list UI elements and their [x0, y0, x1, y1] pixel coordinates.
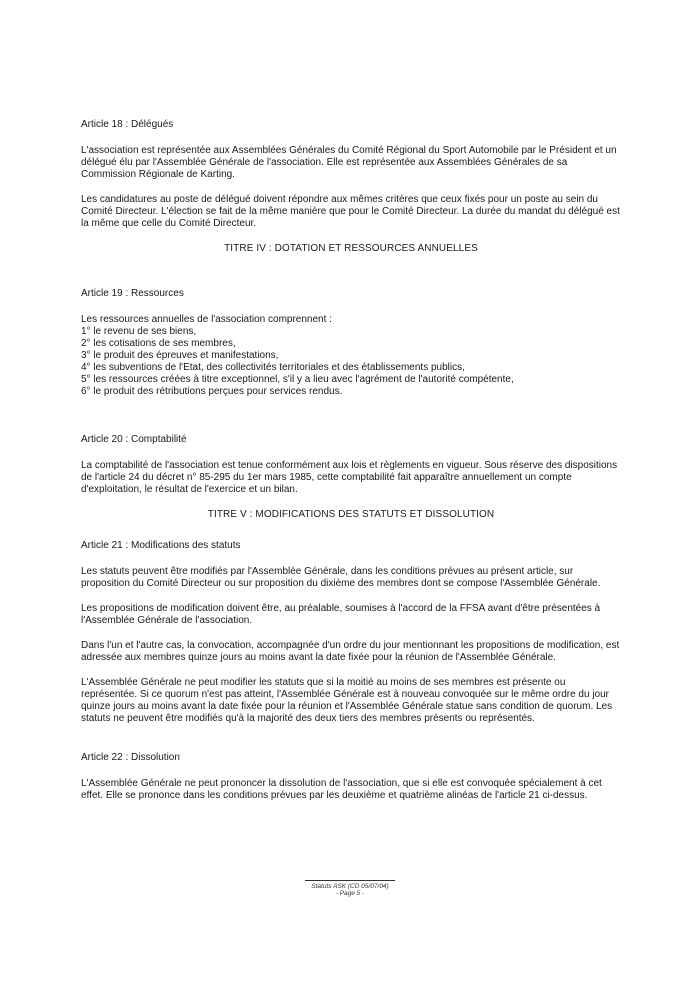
article-22	[81, 752, 621, 802]
article-18-heading: Article 18 : Délégués	[81, 119, 174, 130]
section-spacer	[81, 738, 621, 752]
article-19-heading: Article 19 : Ressources	[81, 288, 184, 299]
list-item: 5° les ressources créées à titre exceptionnel, s'il y a lieu avec l'agrément de l'autorité compétente,	[81, 374, 514, 385]
article-19	[81, 288, 621, 398]
list-item: 2° les cotisations de ses membres,	[81, 338, 236, 349]
article-21-paragraph-2: Les propositions de modification doivent être, au préalable, soumises à l'accord de la FFSA avant d'être présentées à l'Assemblée Générale de l'association.	[81, 603, 601, 626]
list-item: 6° le produit des rétributions perçues pour services rendus.	[81, 386, 343, 397]
resources-list	[81, 326, 621, 398]
list-item: 1° le revenu de ses biens,	[81, 326, 197, 337]
article-20	[81, 434, 621, 496]
document-body	[81, 119, 621, 815]
article-21-paragraph-1: Les statuts peuvent être modifiés par l'Assemblée Générale, dans les conditions prévues au présent article, sur proposition du Comité Directeur ou sur proposition du dixième des membres dont se compose l'Assemblée Générale.	[81, 566, 601, 589]
footer-page-number: - Page 5 -	[335, 890, 365, 897]
article-18	[81, 119, 621, 230]
section-spacer	[81, 411, 621, 434]
article-21-heading: Article 21 : Modifications des statuts	[81, 540, 241, 551]
article-21-paragraph-3: Dans l'un et l'autre cas, la convocation, accompagnée d'un ordre du jour mentionnant les propositions de modification, est adressée aux membres quinze jours au moins avant la date fixée pour la réunion de l'Assemblée Générale.	[81, 640, 620, 663]
article-22-heading: Article 22 : Dissolution	[81, 752, 180, 763]
page-footer	[305, 880, 395, 897]
article-18-paragraph-2: Les candidatures au poste de délégué doivent répondre aux mêmes critères que ceux fixés pour un poste au sein du Comité Directeur. L'élection se fait de la même manière que pour le Comité Directeur. La durée du mandat du délégué est la même que celle du Comité Directeur.	[81, 194, 620, 229]
titre-v-heading: TITRE V : MODIFICATIONS DES STATUTS ET DISSOLUTION	[207, 509, 495, 520]
titre-iv-heading: TITRE IV : DOTATION ET RESSOURCES ANNUELLES	[224, 243, 478, 254]
article-20-heading: Article 20 : Comptabilité	[81, 434, 187, 445]
article-19-intro: Les ressources annuelles de l'association comprennent :	[81, 314, 332, 325]
article-21	[81, 540, 621, 725]
article-20-paragraph-1: La comptabilité de l'association est tenue conformément aux lois et règlements en vigueur. Sous réserve des dispositions de l'article 24 du décret n° 85-295 du 1er mars 1985, cette comptabilité fait apparaître annuellement un compte d'exploitation, le résultat de l'exercice et un bilan.	[81, 460, 618, 495]
footer-document-reference: Statuts ASK (CD 05/07/04)	[311, 883, 389, 890]
list-item: 4° les subventions de l'Etat, des collectivités territoriales et des établissements publics,	[81, 362, 465, 373]
article-22-paragraph-1: L'Assemblée Générale ne peut prononcer la dissolution de l'association, que si elle est convoquée spécialement à cet effet. Elle se prononce dans les conditions prévues par les deuxième et quatrième alinéas de l'article 21 ci-dessus.	[81, 778, 602, 801]
list-item: 3° le produit des épreuves et manifestations,	[81, 350, 279, 361]
article-18-paragraph-1: L'association est représentée aux Assemblées Générales du Comité Régional du Sport Automobile par le Président et un délégué élu par l'Assemblée Générale de l'association. Elle est représentée aux Assemblées Générales de sa Commission Régionale de Karting.	[81, 145, 617, 180]
footer-rule	[305, 880, 395, 881]
article-21-paragraph-4: L'Assemblée Générale ne peut modifier les statuts que si la moitié au moins de ses membres est présente ou représentée. Si ce quorum n'est pas atteint, l'Assemblée Générale est à nouveau convoquée sur le même ordre du jour quinze jours au moins avant la date fixée pour la réunion et l'Assemblée Générale statue sans condition de quorum. Les statuts ne peuvent être modifiés qu'à la majorité des deux tiers des membres présents ou représentés.	[81, 677, 613, 724]
